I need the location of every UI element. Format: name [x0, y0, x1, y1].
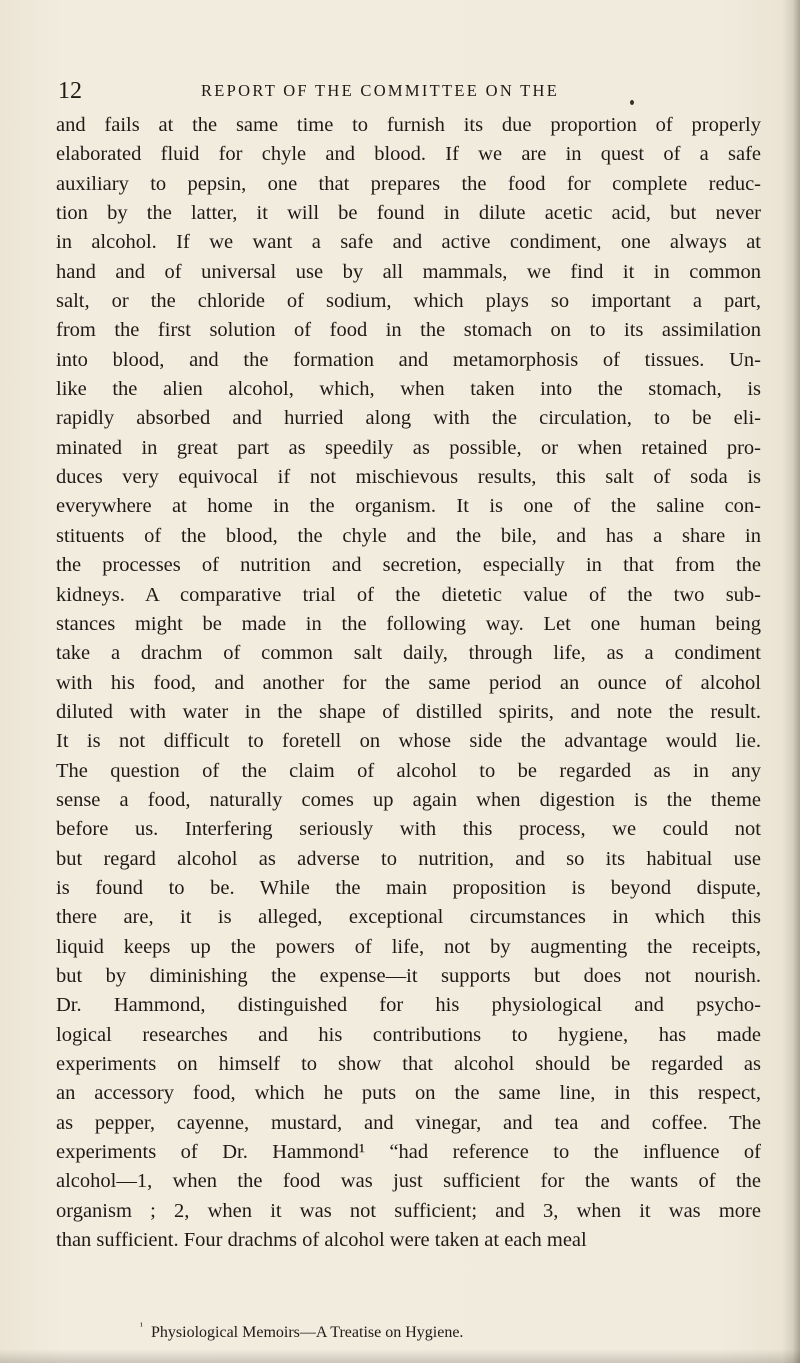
text-line: take a drachm of common salt daily, through life, as a condiment: [56, 642, 761, 665]
text-line: is found to be. While the main proposition is beyond dispute,: [56, 876, 761, 899]
text-line: Dr. Hammond, distinguished for his physiological and psycho-: [56, 994, 761, 1017]
text-line: as pepper, cayenne, mustard, and vinegar, and tea and coffee. The: [56, 1111, 761, 1134]
text-line: elaborated fluid for chyle and blood. If we are in quest of a safe: [56, 143, 761, 166]
text-line: stances might be made in the following way. Let one human being: [56, 612, 761, 635]
text-line: sense a food, naturally comes up again when digestion is the theme: [56, 788, 761, 811]
text-line: in alcohol. If we want a safe and active condiment, one always at: [56, 231, 761, 254]
text-line: before us. Interfering seriously with this process, we could not: [56, 818, 761, 841]
text-line: into blood, and the formation and metamorphosis of tissues. Un-: [56, 348, 761, 371]
page-number: 12: [58, 78, 82, 104]
text-line: auxiliary to pepsin, one that prepares the food for complete reduc-: [56, 172, 761, 195]
page-edge-shadow: [782, 0, 800, 1363]
body-text: [56, 111, 761, 1255]
text-line: kidneys. A comparative trial of the dietetic value of the two sub-: [56, 583, 761, 606]
text-line: tion by the latter, it will be found in dilute acetic acid, but never: [56, 202, 761, 225]
running-head: [58, 76, 758, 106]
footnote-marker: ¹: [140, 1321, 143, 1332]
text-line: It is not difficult to foretell on whose side the advantage would lie.: [56, 730, 761, 753]
ink-speck: [630, 100, 634, 105]
text-line: everywhere at home in the organism. It is one of the saline con-: [56, 495, 761, 518]
text-line: there are, it is alleged, exceptional circumstances in which this: [56, 906, 761, 929]
text-line: rapidly absorbed and hurried along with the circulation, to be eli-: [56, 407, 761, 430]
text-line: alcohol—1, when the food was just sufficient for the wants of the: [56, 1170, 761, 1193]
text-line: like the alien alcohol, which, when taken into the stomach, is: [56, 378, 761, 401]
text-line: an accessory food, which he puts on the same line, in this respect,: [56, 1082, 761, 1105]
text-line: The question of the claim of alcohol to be regarded as in any: [56, 759, 761, 782]
footnote-text: Physiological Memoirs—A Treatise on Hygiene.: [151, 1324, 464, 1341]
text-line: organism ; 2, when it was not sufficient; and 3, when it was more: [56, 1199, 761, 1222]
text-line: logical researches and his contributions to hygiene, has made: [56, 1023, 761, 1046]
page-bottom-shadow: [0, 1349, 800, 1363]
text-line: hand and of universal use by all mammals, we find it in common: [56, 260, 761, 283]
text-line: salt, or the chloride of sodium, which plays so important a part,: [56, 290, 761, 313]
text-line: the processes of nutrition and secretion, especially in that from the: [56, 554, 761, 577]
text-line: diluted with water in the shape of distilled spirits, and note the result.: [56, 700, 761, 723]
text-line: from the first solution of food in the stomach on to its assimilation: [56, 319, 761, 342]
text-line: experiments of Dr. Hammond¹ “had reference to the influence of: [56, 1141, 761, 1164]
text-line: than sufficient. Four drachms of alcohol were taken at each meal: [56, 1229, 587, 1252]
text-line: but by diminishing the expense—it supports but does not nourish.: [56, 964, 761, 987]
footnote: [140, 1322, 463, 1344]
text-line: but regard alcohol as adverse to nutrition, and so its habitual use: [56, 847, 761, 870]
text-line: with his food, and another for the same period an ounce of alcohol: [56, 671, 761, 694]
running-title: REPORT OF THE COMMITTEE ON THE: [201, 81, 560, 100]
text-line: and fails at the same time to furnish its due proportion of properly: [56, 114, 761, 136]
text-line: minated in great part as speedily as possible, or when retained pro-: [56, 436, 761, 459]
text-line: experiments on himself to show that alcohol should be regarded as: [56, 1053, 761, 1075]
text-line: liquid keeps up the powers of life, not by augmenting the receipts,: [56, 935, 761, 958]
text-line: stituents of the blood, the chyle and the bile, and has a share in: [56, 524, 761, 547]
text-line: duces very equivocal if not mischievous results, this salt of soda is: [56, 466, 761, 489]
